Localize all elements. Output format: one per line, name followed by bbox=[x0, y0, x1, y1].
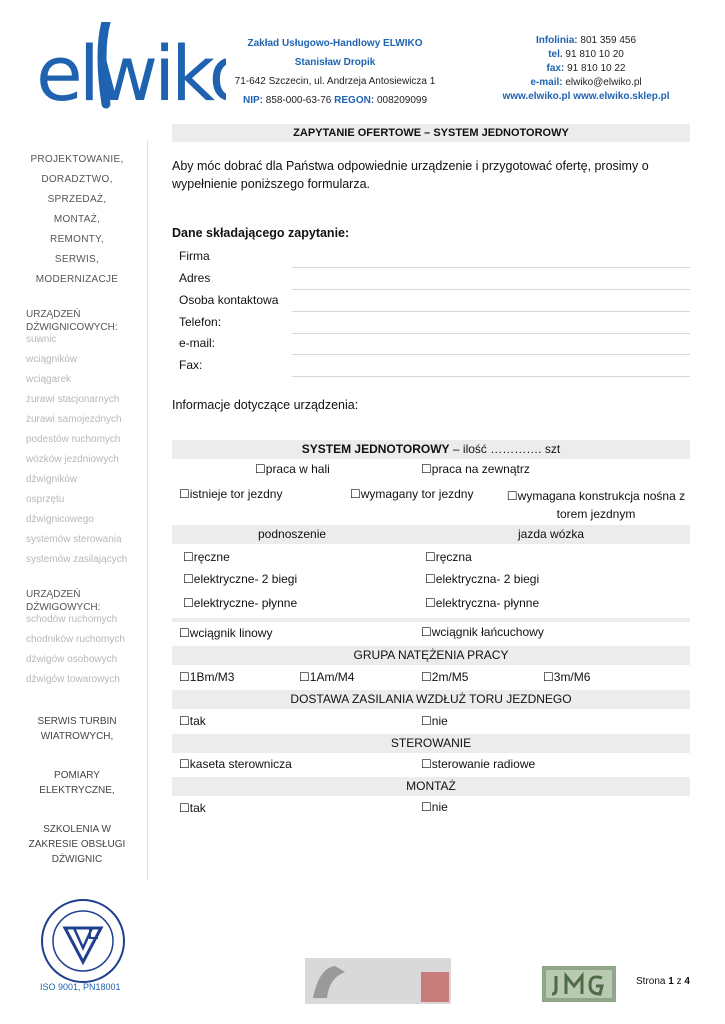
tel-row: tel. 91 810 10 20 bbox=[548, 49, 624, 60]
system-title: SYSTEM JEDNOTOROWY bbox=[301, 442, 450, 456]
checkbox-icon: ☐ bbox=[421, 625, 432, 639]
checkbox-assembly-yes[interactable]: ☐tak bbox=[179, 801, 206, 815]
training: SZKOLENIA W ZAKRESIE OBSŁUGI DŹWIGNIC bbox=[28, 824, 126, 865]
field-label-adres: Adres bbox=[179, 271, 211, 285]
checkbox-icon: ☐ bbox=[421, 670, 432, 684]
sidebar-divider bbox=[147, 140, 148, 880]
lifting-item: dźwignicowego bbox=[26, 514, 94, 525]
checkbox-icon: ☐ bbox=[543, 670, 554, 684]
checkbox-icon: ☐ bbox=[425, 572, 436, 586]
iso-certification: ISO 9001, PN18001 bbox=[40, 982, 121, 992]
service-item: SERWIS, bbox=[54, 254, 100, 265]
checkbox-icon: ☐ bbox=[179, 757, 190, 771]
system-header bbox=[172, 440, 690, 459]
checkbox-icon: ☐ bbox=[179, 670, 190, 684]
control-header: STEROWANIE bbox=[172, 734, 690, 753]
company-ids: NIP: 858-000-63-76 REGON: 008209099 bbox=[242, 95, 428, 106]
checkbox-work-hall[interactable]: ☐praca w hali bbox=[255, 462, 330, 476]
field-label-firma: Firma bbox=[179, 249, 210, 263]
service-item: MONTAŻ, bbox=[53, 214, 101, 225]
checkbox-control-radio[interactable]: ☐sterowanie radiowe bbox=[421, 757, 536, 771]
checkbox-group-1am[interactable]: ☐1Am/M4 bbox=[299, 670, 355, 684]
form-title: ZAPYTANIE OFERTOWE – SYSTEM JEDNOTOROWY bbox=[172, 124, 690, 142]
checkbox-icon: ☐ bbox=[421, 800, 432, 814]
lifting-item: wciągników bbox=[26, 354, 78, 365]
company-name: Zakład Usługowo-Handlowy ELWIKO bbox=[247, 38, 423, 49]
checkbox-icon: ☐ bbox=[183, 550, 194, 564]
checkbox-trolley-manual[interactable]: ☐ręczna bbox=[425, 550, 472, 564]
infolinia-row: Infolinia: 801 359 456 bbox=[535, 35, 637, 46]
field-label-email: e-mail: bbox=[179, 336, 216, 350]
checkbox-icon: ☐ bbox=[421, 757, 432, 771]
adres-input[interactable] bbox=[292, 289, 690, 290]
checkbox-power-yes[interactable]: ☐tak bbox=[179, 714, 206, 728]
company-owner: Stanisław Dropik bbox=[294, 57, 376, 68]
company-info bbox=[220, 34, 450, 110]
checkbox-icon: ☐ bbox=[179, 626, 190, 640]
checkbox-icon: ☐ bbox=[425, 550, 436, 564]
udt-cert-seal bbox=[38, 898, 128, 989]
checkbox-icon: ☐ bbox=[183, 572, 194, 586]
service-item: MODERNIZACJE bbox=[35, 274, 119, 285]
field-label-phone: Telefon: bbox=[179, 315, 222, 329]
checkbox-power-no[interactable]: ☐nie bbox=[421, 714, 448, 728]
lifting-item: wózków jezdniowych bbox=[26, 454, 119, 465]
applicant-heading: Dane składającego zapytanie: bbox=[172, 226, 350, 240]
service-item: REMONTY, bbox=[50, 234, 104, 245]
lifting-item: dźwigników bbox=[26, 474, 78, 485]
email-input[interactable] bbox=[292, 354, 690, 355]
regon-value: 008209099 bbox=[376, 95, 428, 106]
website-links[interactable]: www.elwiko.pl www.elwiko.sklep.pl bbox=[502, 91, 670, 102]
field-label-contact-person: Osoba kontaktowa bbox=[179, 293, 279, 307]
electrical-measurements: POMIARY ELEKTRYCZNE, bbox=[39, 770, 115, 796]
checkbox-track-exists[interactable]: ☐istnieje tor jezdny bbox=[179, 487, 283, 501]
fax-row: fax: 91 810 10 22 bbox=[546, 63, 626, 74]
sidebar bbox=[18, 150, 136, 867]
power-header: DOSTAWA ZASILANIA WZDŁUŻ TORU JEZDNEGO bbox=[172, 690, 690, 709]
group-header: GRUPA NATĘŻENIA PRACY bbox=[172, 646, 690, 665]
logo-text: elwik bbox=[36, 29, 209, 114]
nip-label: NIP bbox=[242, 95, 260, 106]
elevator-list bbox=[18, 610, 136, 690]
checkbox-lifting-manual[interactable]: ☐ręczne bbox=[183, 550, 230, 564]
checkbox-assembly-no[interactable]: ☐nie bbox=[421, 800, 448, 814]
email-row[interactable]: e-mail: elwiko@elwiko.pl bbox=[530, 77, 642, 88]
lifting-item: systemów sterowania bbox=[26, 534, 122, 545]
checkbox-icon: ☐ bbox=[350, 487, 361, 501]
checkbox-work-outside[interactable]: ☐praca na zewnątrz bbox=[421, 462, 530, 476]
jmg-badge bbox=[542, 966, 616, 1002]
checkbox-icon: ☐ bbox=[179, 487, 190, 501]
checkbox-icon: ☐ bbox=[183, 596, 194, 610]
regon-label: REGON bbox=[334, 95, 371, 106]
services-list bbox=[18, 150, 136, 290]
checkbox-icon: ☐ bbox=[421, 462, 432, 476]
lifting-list bbox=[18, 330, 136, 570]
page-number: Strona 1 z 4 bbox=[636, 976, 690, 987]
lifting-item: suwnic bbox=[26, 334, 57, 345]
lifting-item: podestów ruchomych bbox=[26, 434, 121, 445]
elevator-heading: URZĄDZEŃ DŹWIGOWYCH: bbox=[26, 589, 101, 613]
elwiko-logo bbox=[36, 22, 226, 132]
lifting-item: wciągarek bbox=[26, 374, 72, 385]
checkbox-group-2m[interactable]: ☐2m/M5 bbox=[421, 670, 469, 684]
service-item: DORADZTWO, bbox=[41, 174, 113, 185]
checkbox-lifting-electric-2[interactable]: ☐elektryczne- 2 biegi bbox=[183, 572, 298, 586]
device-heading: Informacje dotyczące urządzenia: bbox=[172, 398, 359, 412]
turbines-service: SERWIS TURBIN WIATROWYCH, bbox=[37, 716, 117, 742]
lifting-label: podnoszenie bbox=[258, 527, 327, 541]
checkbox-trolley-electric-2[interactable]: ☐elektryczna- 2 biegi bbox=[425, 572, 540, 586]
checkbox-chain-hoist[interactable]: ☐wciągnik łańcuchowy bbox=[421, 625, 544, 639]
lifting-item: systemów zasilających bbox=[26, 554, 128, 565]
checkbox-track-required[interactable]: ☐wymagany tor jezdny bbox=[350, 487, 474, 501]
checkbox-rope-hoist[interactable]: ☐wciągnik linowy bbox=[179, 626, 273, 640]
field-label-fax: Fax: bbox=[179, 358, 203, 372]
checkbox-track-structure[interactable]: ☐wymagana konstrukcja nośna z torem jezdnym bbox=[506, 489, 686, 521]
system-quantity: – ilość …………. szt bbox=[452, 442, 561, 456]
lifting-heading: URZĄDZEŃ DŹWIGNICOWYCH: bbox=[26, 309, 118, 333]
lifting-item: żurawi samojezdnych bbox=[26, 414, 122, 425]
company-address: 71-642 Szczecin, ul. Andrzeja Antosiewicza 1 bbox=[234, 76, 436, 87]
elevator-item: chodników ruchomych bbox=[26, 634, 125, 645]
checkbox-icon: ☐ bbox=[179, 714, 190, 728]
divider-bar bbox=[172, 618, 690, 622]
form-intro: Aby móc dobrać dla Państwa odpowiednie urządzenie i przygotować ofertę, prosimy o wypełnienie poniższego formularza. bbox=[172, 159, 649, 191]
contact-person-input[interactable] bbox=[292, 311, 690, 312]
phone-input[interactable] bbox=[292, 333, 690, 334]
elevator-item: dźwigów towarowych bbox=[26, 674, 120, 685]
checkbox-group-1bm[interactable]: ☐1Bm/M3 bbox=[179, 670, 235, 684]
checkbox-icon: ☐ bbox=[255, 462, 266, 476]
page-total: 4 bbox=[684, 976, 690, 987]
elwiko-logo-graphic bbox=[36, 22, 226, 114]
elevator-item: schodów ruchomych bbox=[26, 614, 118, 625]
service-item: PROJEKTOWANIE, bbox=[30, 154, 124, 165]
checkbox-group-3m[interactable]: ☐3m/M6 bbox=[543, 670, 591, 684]
checkbox-control-cassette[interactable]: ☐kaseta sterownicza bbox=[179, 757, 292, 771]
nip-value: 858-000-63-76 bbox=[265, 95, 332, 106]
checkbox-icon: ☐ bbox=[506, 489, 518, 503]
drive-header bbox=[172, 525, 690, 544]
checkbox-icon: ☐ bbox=[421, 714, 432, 728]
firma-input[interactable] bbox=[292, 267, 690, 268]
checkbox-lifting-smooth[interactable]: ☐elektryczne- płynne bbox=[183, 596, 298, 610]
assembly-header: MONTAŻ bbox=[172, 777, 690, 796]
checkbox-icon: ☐ bbox=[179, 801, 190, 815]
checkbox-icon: ☐ bbox=[299, 670, 310, 684]
lifting-item: żurawi stacjonarnych bbox=[26, 394, 120, 405]
trolley-label: jazda wózka bbox=[518, 527, 585, 541]
fax-input[interactable] bbox=[292, 376, 690, 377]
page-current: 1 bbox=[668, 976, 674, 987]
checkbox-icon: ☐ bbox=[425, 596, 436, 610]
checkbox-trolley-smooth[interactable]: ☐elektryczna- płynne bbox=[425, 596, 540, 610]
lifting-item: osprzętu bbox=[26, 494, 65, 505]
service-item: SPRZEDAŻ, bbox=[47, 194, 107, 205]
elevator-item: dźwigów osobowych bbox=[26, 654, 118, 665]
gazele-biznesu-badge bbox=[305, 958, 451, 1004]
contact-info bbox=[470, 34, 702, 104]
